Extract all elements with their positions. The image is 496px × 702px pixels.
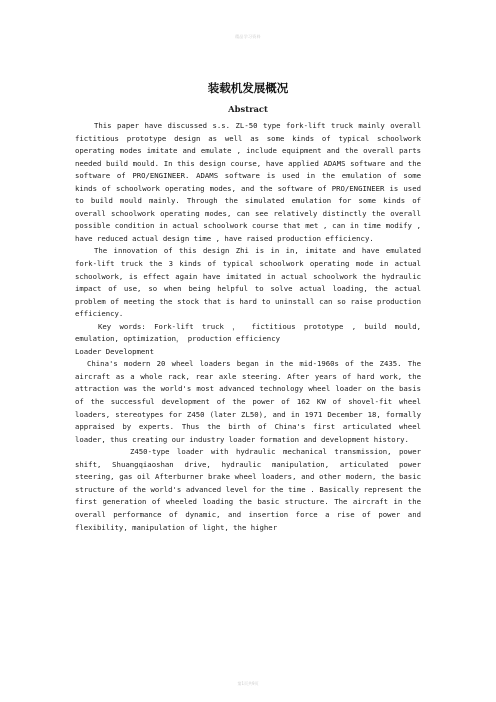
footer-watermark: 第1页共9页 — [237, 681, 259, 686]
document-body — [75, 120, 421, 534]
body-paragraph-2: Z450-type loader with hydraulic mechanical transmission, power shift, Shuangqiaoshan drive, hydraulic manipulation, articulated power steering, gas oil Afterburner brake wheel loaders, and other modern, the basic structure of the world's advanced level for the time . Basically represent the first generation of wheeled loading the basic structure. The aircraft in the overall performance of dynamic, and insertion force a rise of power and flexibility, manipulation of light, the higher — [75, 447, 421, 532]
keywords-line: Key words: Fork-lift truck ， fictitious prototype , build mould, emulation, optimization， production efficiency — [75, 321, 421, 344]
abstract-paragraph-2: The innovation of this design Zhi is in in, imitate and have emulated fork-lift truck the 3 kinds of typical schoolwork operating mode in actual schoolwork, is effect again have imitated in actual schoolwork the hydraulic impact of use, so when being helpful to solve actual loading, the actual problem of meeting the stock that is hard to uninstall can so raise production efficiency. — [75, 246, 421, 319]
section-heading: Loader Development — [75, 346, 155, 356]
abstract-heading: Abstract — [228, 104, 268, 114]
header-watermark: 精品学习资料 — [235, 34, 261, 39]
abstract-paragraph-1: This paper have discussed s.s. ZL-50 type fork-lift truck mainly overall fictitious prototype design as well as some kinds of typical schoolwork operating modes imitate and emulate , include equipment and the overall parts needed build mould. In this design course, have applied ADAMS software and the software of PRO/ENGINEER. ADAMS software is used in the emulation of some kinds of schoolwork operating modes, and the software of PRO/ENGINEER is used to build mould mainly. Through the simulated emulation for some kinds of overall schoolwork operating modes, can see relatively distinctly the overall possible condition in actual schoolwork course that met , can in time modify , have reduced actual design time , have raised production efficiency. — [75, 121, 421, 243]
body-paragraph-1: China's modern 20 wheel loaders began in the mid-1960s of the Z435. The aircraft as a whole rack, rear axle steering. After years of hard work, the attraction was the world's most advanced technology wheel loader on the basis of the successful development of the power of 162 KW of shovel-fit wheel loaders, stereotypes for Z450 (later ZL50), and in 1971 December 18, formally appraised by experts. Thus the birth of China's first articulated wheel loader, thus creating our industry loader formation and development history. — [75, 359, 421, 444]
document-title: 装载机发展概况 — [207, 81, 289, 95]
